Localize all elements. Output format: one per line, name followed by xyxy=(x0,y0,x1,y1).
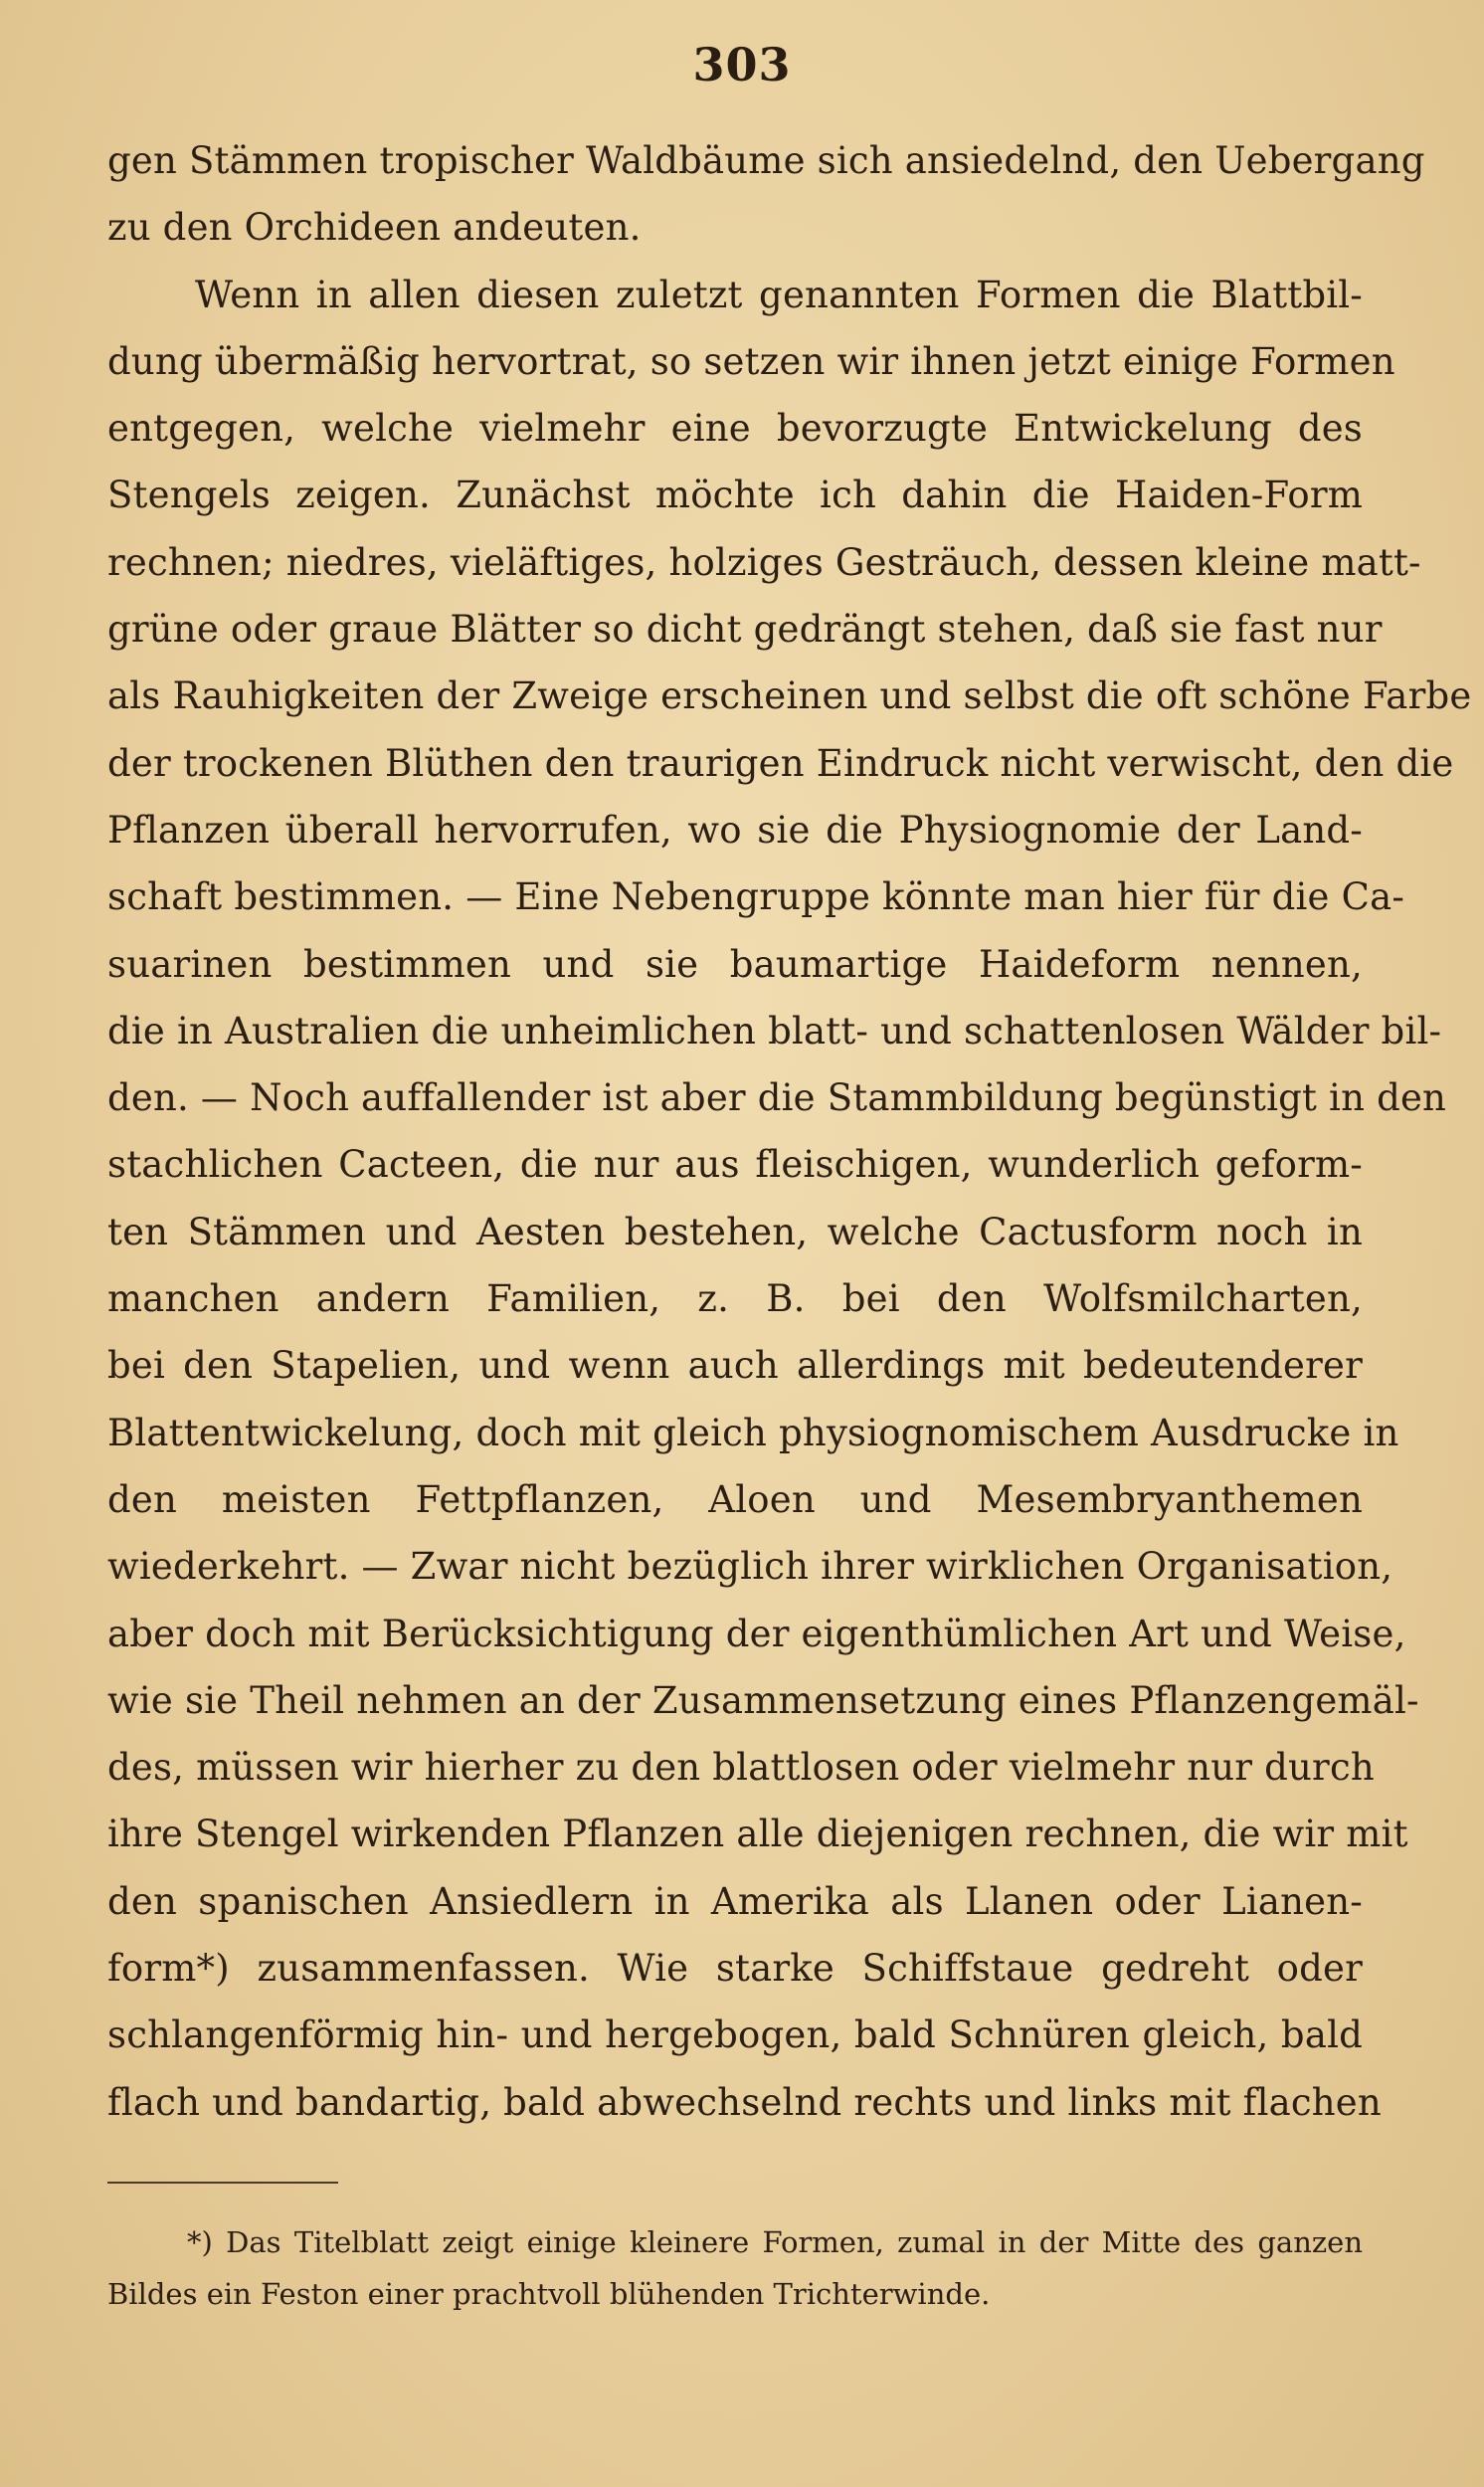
body-text xyxy=(107,127,1472,2136)
page-number: 303 xyxy=(692,38,792,92)
text-line: den meisten Fettpflanzen, Aloen und Mesembryanthemen xyxy=(107,1477,1363,1521)
footnote-line: *) Das Titelblatt zeigt einige kleinere Formen, zumal in der Mitte des ganzen xyxy=(187,2225,1363,2259)
text-line: Wenn in allen diesen zuletzt genannten Formen die Blattbil- xyxy=(195,273,1363,316)
text-line: dung übermäßig hervortrat, so setzen wir ihnen jetzt einige Formen xyxy=(107,339,1395,383)
text-line: grüne oder graue Blätter so dicht gedrängt stehen, daß sie fast nur xyxy=(107,608,1383,652)
footnote xyxy=(107,2216,1363,2320)
text-line: rechnen; niedres, vieläftiges, holziges Gesträuch, dessen kleine matt- xyxy=(107,540,1421,584)
text-line: Stengels zeigen. Zunächst möchte ich dahin die Haiden-Form xyxy=(107,474,1363,517)
text-line: manchen andern Familien, z. B. bei den Wolfsmilcharten, xyxy=(107,1277,1363,1321)
footnote-divider xyxy=(107,2182,338,2184)
text-line: Pflanzen überall hervorrufen, wo sie die Physiognomie der Land- xyxy=(107,808,1363,852)
text-line: zu den Orchideen andeuten. xyxy=(107,206,642,250)
text-line: die in Australien die unheimlichen blatt- und schattenlosen Wälder bil- xyxy=(107,1009,1442,1052)
text-line: schlangenförmig hin- und hergebogen, bald Schnüren gleich, bald xyxy=(107,2013,1363,2057)
text-line: bei den Stapelien, und wenn auch allerdings mit bedeutenderer xyxy=(107,1344,1363,1388)
text-line: den. — Noch auffallender ist aber die Stammbildung begünstigt in den xyxy=(107,1076,1447,1120)
text-line: schaft bestimmen. — Eine Nebengruppe könnte man hier für die Ca- xyxy=(107,875,1405,919)
text-line: ihre Stengel wirkenden Pflanzen alle diejenigen rechnen, die wir mit xyxy=(107,1813,1408,1856)
text-line: wiederkehrt. — Zwar nicht bezüglich ihrer wirklichen Organisation, xyxy=(107,1545,1393,1589)
text-line: stachlichen Cacteen, die nur aus fleischigen, wunderlich geform- xyxy=(107,1143,1363,1187)
text-line: des, müssen wir hierher zu den blattlosen oder vielmehr nur durch xyxy=(107,1746,1375,1790)
text-line: ten Stämmen und Aesten bestehen, welche Cactusform noch in xyxy=(107,1210,1363,1253)
footnote-line: Bildes ein Feston einer prachtvoll blühenden Trichterwinde. xyxy=(107,2277,991,2311)
text-line: als Rauhigkeiten der Zweige erscheinen und selbst die oft schöne Farbe xyxy=(107,674,1472,718)
text-line: Blattentwickelung, doch mit gleich physiognomischem Ausdrucke in xyxy=(107,1411,1399,1454)
text-line: gen Stämmen tropischer Waldbäume sich ansiedelnd, den Uebergang xyxy=(107,139,1425,182)
text-line: suarinen bestimmen und sie baumartige Haideform nennen, xyxy=(107,942,1363,986)
text-line: den spanischen Ansiedlern in Amerika als Llanen oder Lianen- xyxy=(107,1879,1363,1923)
text-line: flach und bandartig, bald abwechselnd rechts und links mit flachen xyxy=(107,2080,1382,2124)
text-line: aber doch mit Berücksichtigung der eigenthümlichen Art und Weise, xyxy=(107,1612,1406,1655)
text-line: entgegen, welche vielmehr eine bevorzugte Entwickelung des xyxy=(107,407,1363,451)
text-line: form*) zusammenfassen. Wie starke Schiffstaue gedreht oder xyxy=(107,1947,1363,1991)
text-line: wie sie Theil nehmen an der Zusammensetzung eines Pflanzengemäl- xyxy=(107,1678,1419,1722)
text-line: der trockenen Blüthen den traurigen Eindruck nicht verwischt, den die xyxy=(107,741,1454,785)
